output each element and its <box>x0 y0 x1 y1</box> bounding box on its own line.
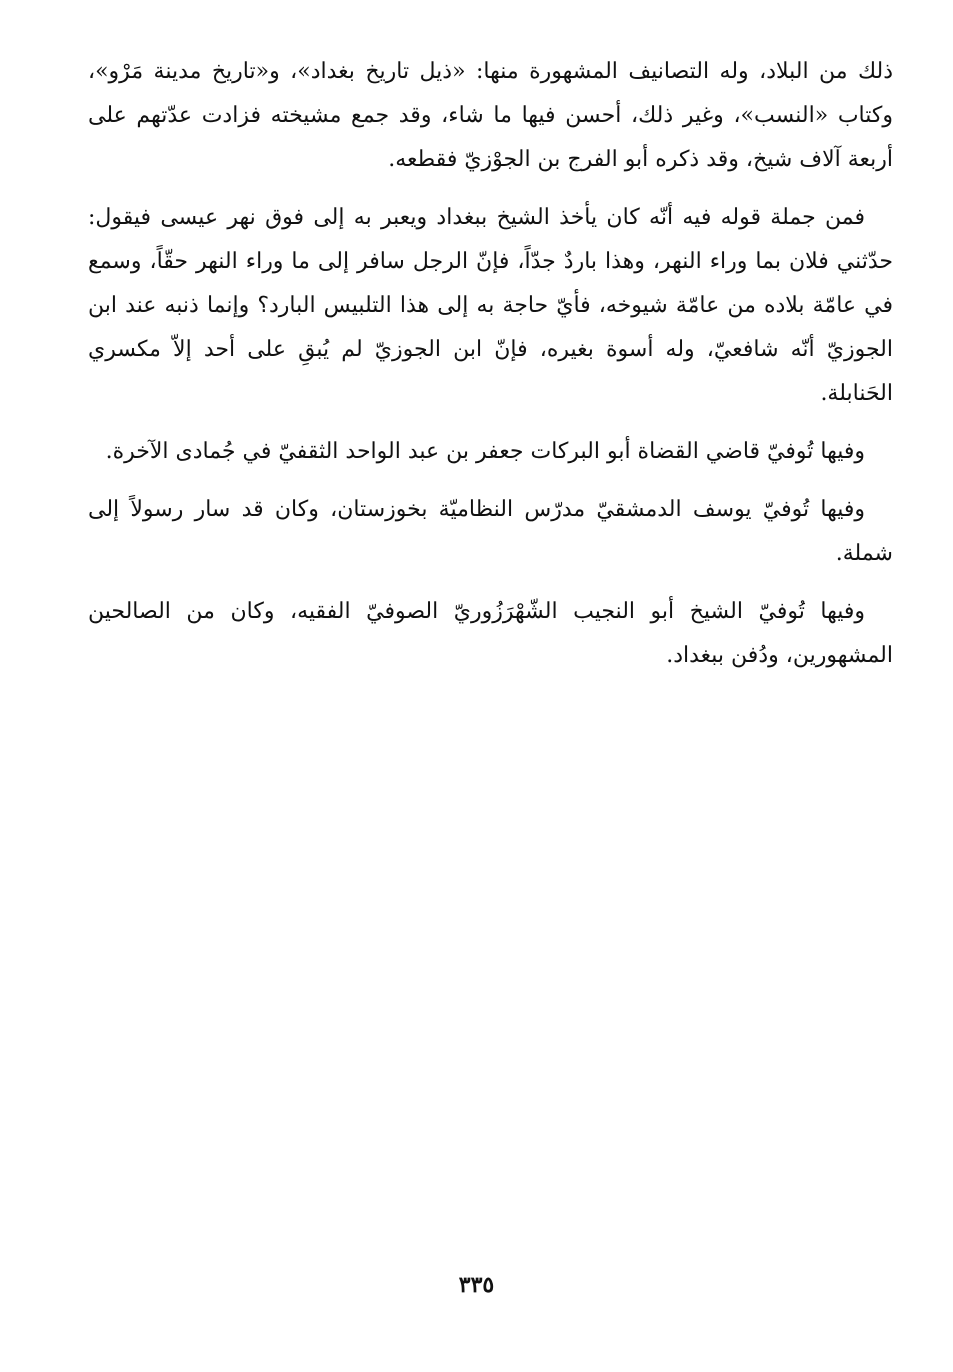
page-body <box>88 50 893 692</box>
paragraph-1: ذلك من البلاد، وله التصانيف المشهورة منها: «ذيل تاريخ بغداد»، و«تاريخ مدينة مَرْو»، وكتاب «النسب»، وغير ذلك، أحسن فيها ما شاء، وقد جمع مشيخته فزادت عدّتهم على أربعة آلاف شيخ، وقد ذكره أبو الفرج بن الجوْزيّ فقطعه. <box>88 59 893 172</box>
paragraph-2: فمن جملة قوله فيه أنّه كان يأخذ الشيخ ببغداد ويعبر به إلى فوق نهر عيسى فيقول: حدّثني فلان بما وراء النهر، وهذا باردٌ جدّاً، فإنّ الرجل سافر إلى ما وراء النهر حقّاً، وسمع في عامّة بلاده من عامّة شيوخه، فأيّ حاجة به إلى هذا التلبيس البارد؟ وإنما ذنبه عند ابن الجوزيّ أنّه شافعيّ، وله أسوة بغيره، فإنّ ابن الجوزيّ لم يُبقِ على أحد إلاّ مكسري الحَنابلة. <box>88 205 893 406</box>
paragraph-4: وفيها تُوفيّ يوسف الدمشقيّ مدرّس النظاميّة بخوزستان، وكان قد سار رسولاً إلى شملة. <box>88 497 893 566</box>
page-number: ٣٣٥ <box>458 1272 495 1298</box>
paragraph-3: وفيها تُوفيّ قاضي القضاة أبو البركات جعفر بن عبد الواحد الثقفيّ في جُمادى الآخرة. <box>105 439 865 464</box>
paragraph-5: وفيها تُوفيّ الشيخ أبو النجيب الشّهْرَزُوريّ الصوفيّ الفقيه، وكان من الصالحين المشهورين، ودُفن ببغداد. <box>88 599 893 668</box>
